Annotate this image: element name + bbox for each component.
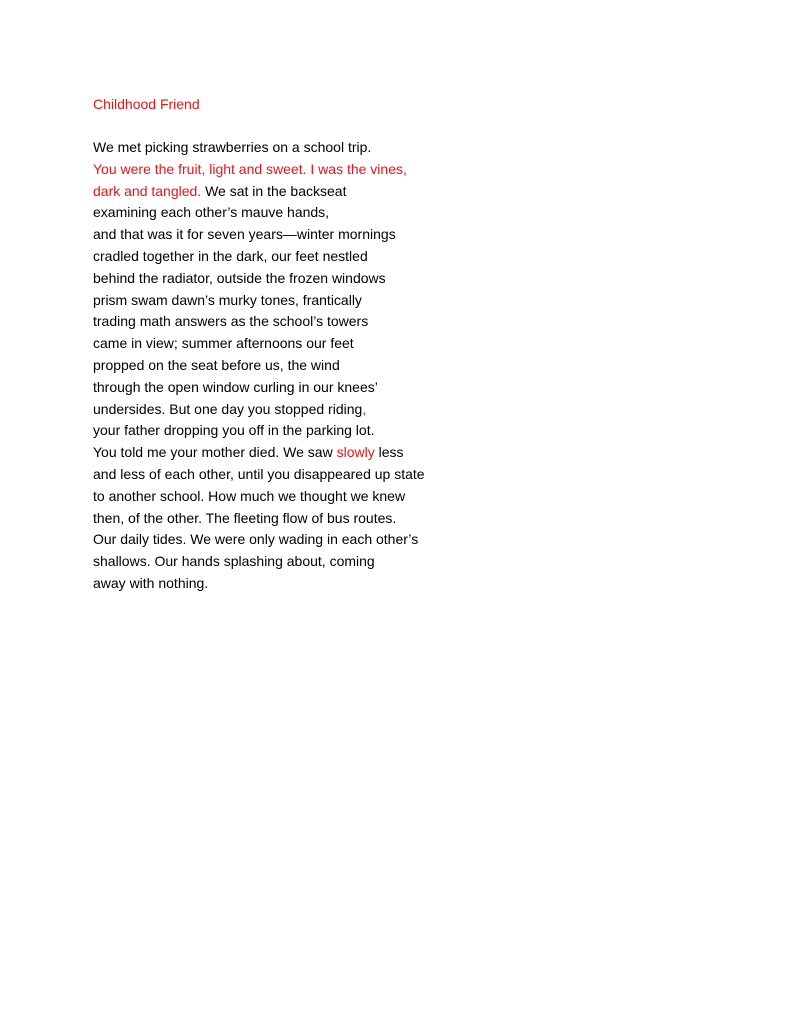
poem-line — [93, 377, 753, 399]
poem-text: cradled together in the dark, our feet nestled — [93, 247, 368, 264]
poem-line — [93, 420, 753, 442]
poem-text: behind the radiator, outside the frozen windows — [93, 269, 386, 286]
poem-text: We sat in the backseat — [201, 182, 347, 199]
poem-text-highlighted: dark and tangled. — [93, 182, 202, 199]
poem-line — [93, 529, 753, 551]
poem-line — [93, 551, 753, 573]
poem-line — [93, 268, 753, 290]
poem-line — [93, 202, 753, 224]
poem-text: You told me your mother died. We saw — [93, 444, 337, 461]
poem-text: propped on the seat before us, the wind — [93, 356, 340, 373]
poem-body — [93, 137, 753, 595]
poem-line — [93, 290, 753, 312]
poem-text: undersides. But one day you stopped riding — [93, 400, 363, 417]
poem-line — [93, 137, 753, 159]
poem-text: through the open window curling in our knees’ — [93, 378, 378, 395]
poem-text: Our daily tides. We were only wading in each other’s — [93, 531, 419, 548]
poem-line — [93, 442, 753, 464]
poem-text: shallows. Our hands splashing about, coming — [93, 553, 375, 570]
poem-text: and less of each other, until you disappeared up state — [93, 465, 425, 482]
poem-line — [93, 246, 753, 268]
poem-line — [93, 159, 753, 181]
poem-line — [93, 355, 753, 377]
poem-text: to another school. How much we thought we knew — [93, 487, 406, 504]
poem-text-highlighted: slowly — [336, 444, 375, 461]
poem-line — [93, 333, 753, 355]
poem-line — [93, 573, 753, 595]
poem-text: came in view; summer afternoons our feet — [93, 335, 354, 352]
poem-line — [93, 224, 753, 246]
poem-line — [93, 486, 753, 508]
poem-line — [93, 181, 753, 203]
poem-line — [93, 508, 753, 530]
poem-text: less — [374, 444, 404, 461]
poem-text: prism swam dawn’s murky tones, frantically — [93, 291, 362, 308]
poem-text: away with nothing. — [93, 574, 209, 591]
poem-text: your father dropping you off in the parking lot. — [93, 422, 375, 439]
poem-title: Childhood Friend — [93, 96, 200, 112]
poem-text-highlighted: , — [362, 400, 367, 417]
poem-text: We met picking strawberries on a school trip. — [93, 139, 372, 155]
poem-text-highlighted: You were the fruit, light and sweet. I was the vines, — [93, 160, 407, 177]
poem-text: then, of the other. The fleeting flow of bus routes. — [93, 509, 397, 526]
poem-text: and that was it for seven years—winter mornings — [93, 226, 396, 243]
poem-line — [93, 311, 753, 333]
poem-text: examining each other’s mauve hands, — [93, 204, 330, 221]
poem-line — [93, 464, 753, 486]
poem-line — [93, 399, 753, 421]
poem-text: trading math answers as the school’s towers — [93, 313, 369, 330]
